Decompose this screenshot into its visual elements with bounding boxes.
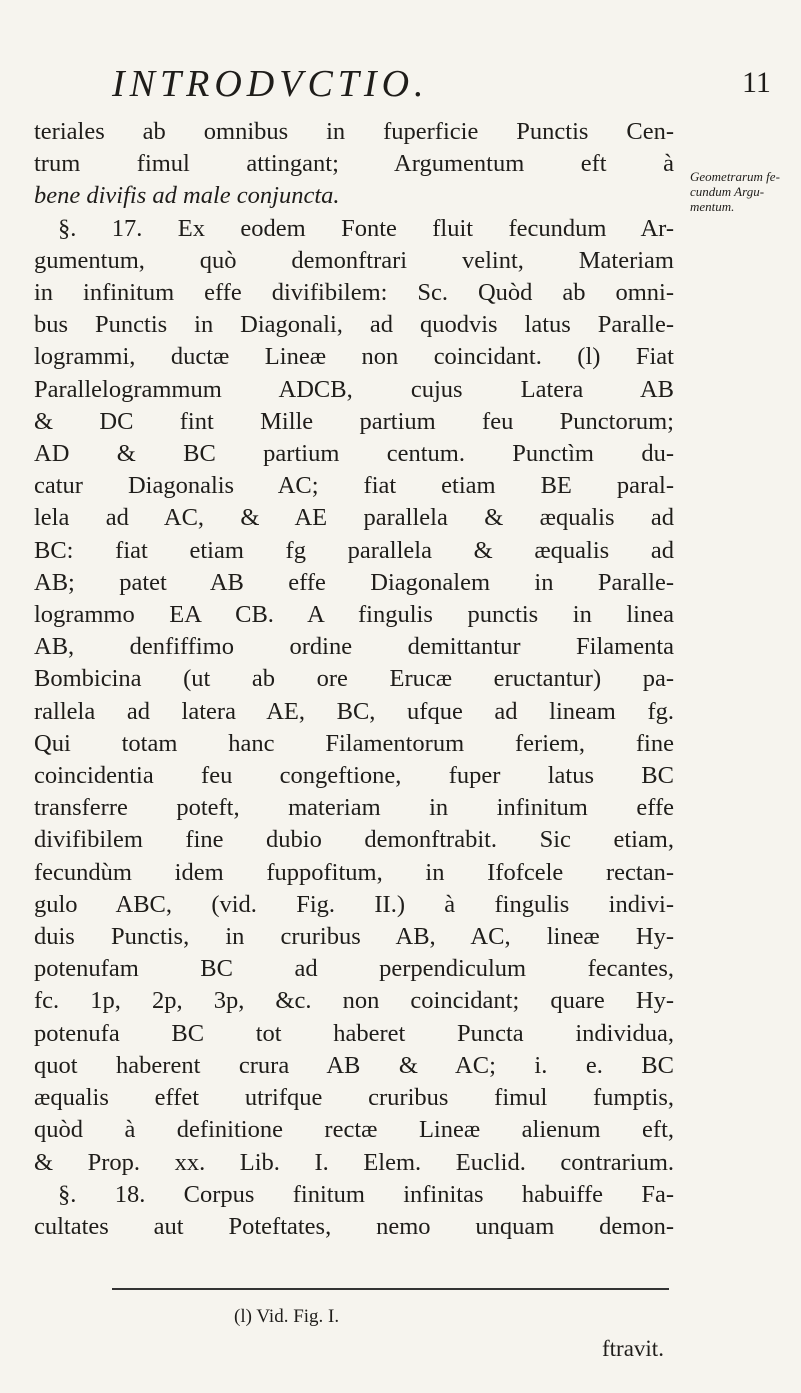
text-line: quot haberent crura AB & AC; i. e. BC bbox=[34, 1051, 674, 1079]
text-line: potenufa BC tot haberet Puncta individua, bbox=[34, 1019, 674, 1047]
footnote-divider bbox=[112, 1288, 669, 1290]
text-line: æqualis effet utrifque cruribus fimul fumptis, bbox=[34, 1084, 674, 1112]
text-line: fecundùm idem fuppofitum, in Ifofcele rectan- bbox=[34, 858, 674, 886]
text-line: quòd à definitione rectæ Lineæ alienum eft, bbox=[34, 1116, 674, 1144]
main-text bbox=[34, 116, 674, 1243]
text-line: coincidentia feu congeftione, fuper latus BC bbox=[34, 762, 674, 790]
text-line: §. 18. Corpus finitum infinitas habuiffe Fa- bbox=[58, 1180, 674, 1208]
marginal-note-line: Geometrarum fe- bbox=[690, 169, 780, 184]
text-line: catur Diagonalis AC; fiat etiam BE paral- bbox=[34, 472, 674, 500]
text-line: cultates aut Poteftates, nemo unquam demon- bbox=[34, 1212, 674, 1240]
text-line: Parallelogrammum ADCB, cujus Latera AB bbox=[34, 375, 674, 403]
text-line: bene divifis ad male conjuncta. bbox=[34, 182, 340, 210]
text-line: rallela ad latera AE, BC, ufque ad lineam fg. bbox=[34, 697, 674, 725]
text-line: divifibilem fine dubio demonftrabit. Sic etiam, bbox=[34, 826, 674, 854]
text-line: gulo ABC, (vid. Fig. II.) à fingulis indivi- bbox=[34, 890, 674, 918]
text-line: potenufam BC ad perpendiculum fecantes, bbox=[34, 955, 674, 983]
text-line: AD & BC partium centum. Punctìm du- bbox=[34, 440, 674, 468]
text-line: logrammi, ductæ Lineæ non coincidant. (l) Fiat bbox=[34, 343, 674, 371]
text-line: §. 17. Ex eodem Fonte fluit fecundum Ar- bbox=[58, 214, 674, 242]
text-line: AB, denfiffimo ordine demittantur Filamenta bbox=[34, 633, 674, 661]
running-title: INTRODVCTIO. bbox=[112, 63, 429, 105]
text-line: AB; patet AB effe Diagonalem in Paralle- bbox=[34, 568, 674, 596]
footnote: (l) Vid. Fig. I. bbox=[234, 1306, 340, 1327]
text-line: fc. 1p, 2p, 3p, &c. non coincidant; quare Hy- bbox=[34, 987, 674, 1015]
text-line: & Prop. xx. Lib. I. Elem. Euclid. contrarium. bbox=[34, 1148, 674, 1176]
text-line: & DC fint Mille partium feu Punctorum; bbox=[34, 407, 674, 435]
text-line: Bombicina (ut ab ore Erucæ eructantur) pa- bbox=[34, 665, 674, 693]
text-line: duis Punctis, in cruribus AB, AC, lineæ Hy- bbox=[34, 923, 674, 951]
marginal-note-line: mentum. bbox=[690, 199, 735, 214]
text-line: BC: fiat etiam fg parallela & æqualis ad bbox=[34, 536, 674, 564]
marginal-note bbox=[690, 169, 800, 214]
catchword: ftravit. bbox=[602, 1336, 664, 1361]
text-line: trum fimul attingant; Argumentum eft à bbox=[34, 150, 674, 178]
text-line: lela ad AC, & AE parallela & æqualis ad bbox=[34, 504, 674, 532]
text-line: logrammo EA CB. A fingulis punctis in linea bbox=[34, 601, 674, 629]
text-line: in infinitum effe divifibilem: Sc. Quòd ab omni- bbox=[34, 279, 674, 307]
text-line: bus Punctis in Diagonali, ad quodvis latus Paralle- bbox=[34, 311, 674, 339]
text-line: Qui totam hanc Filamentorum feriem, fine bbox=[34, 729, 674, 757]
marginal-note-line: cundum Argu- bbox=[690, 184, 765, 199]
text-line: teriales ab omnibus in fuperficie Punctis Cen- bbox=[34, 118, 674, 145]
text-line: gumentum, quò demonftrari velint, Materiam bbox=[34, 246, 674, 274]
page-number: 11 bbox=[742, 66, 771, 99]
text-line: transferre poteft, materiam in infinitum effe bbox=[34, 794, 674, 822]
